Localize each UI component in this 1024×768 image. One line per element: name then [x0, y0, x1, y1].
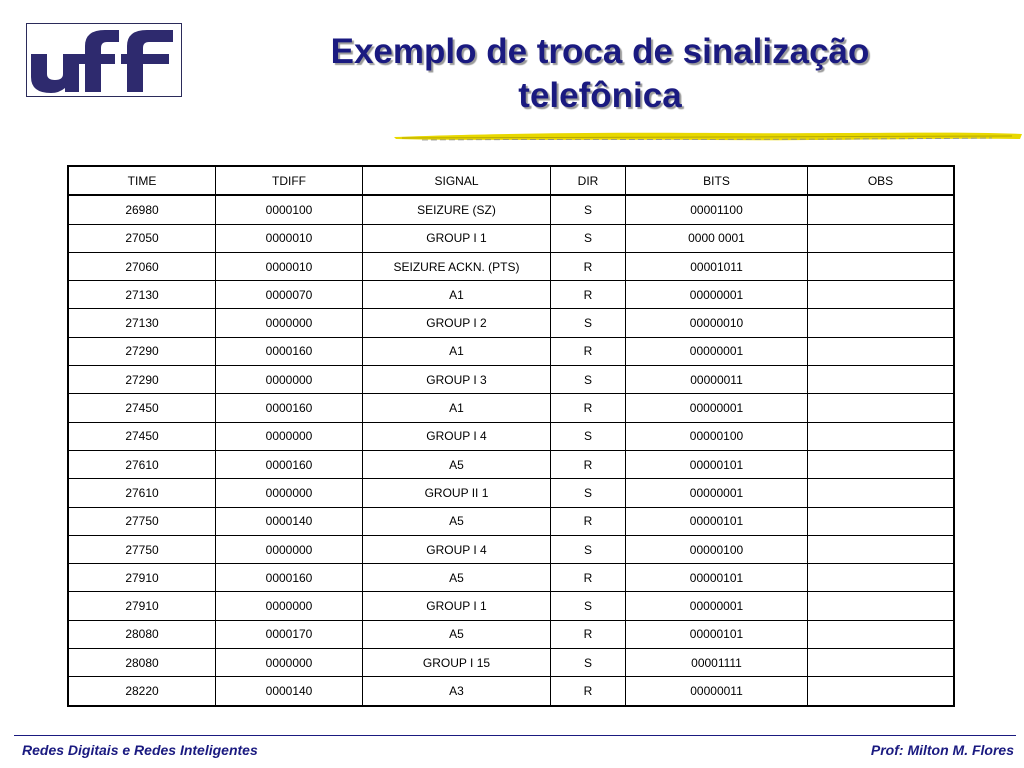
cell-dir: R: [551, 620, 626, 648]
cell-time: 27130: [68, 309, 216, 337]
cell-tdiff: 0000160: [216, 450, 363, 478]
table-row: [68, 564, 954, 592]
cell-signal: A5: [363, 450, 551, 478]
cell-bits: 00001111: [626, 649, 808, 677]
cell-signal: A1: [363, 394, 551, 422]
cell-signal: SEIZURE (SZ): [363, 195, 551, 224]
table-row: [68, 649, 954, 677]
brush-stroke-decoration: [392, 128, 1024, 144]
column-header-signal: SIGNAL: [363, 166, 551, 195]
cell-dir: R: [551, 450, 626, 478]
cell-dir: R: [551, 677, 626, 706]
cell-tdiff: 0000000: [216, 592, 363, 620]
table-row: [68, 394, 954, 422]
cell-dir: S: [551, 422, 626, 450]
table-row: [68, 252, 954, 280]
cell-signal: A5: [363, 507, 551, 535]
cell-obs: [808, 450, 955, 478]
table-row: [68, 337, 954, 365]
cell-bits: 00000101: [626, 620, 808, 648]
cell-signal: GROUP I 15: [363, 649, 551, 677]
cell-dir: R: [551, 394, 626, 422]
column-header-bits: BITS: [626, 166, 808, 195]
cell-dir: S: [551, 592, 626, 620]
cell-obs: [808, 337, 955, 365]
cell-signal: A5: [363, 564, 551, 592]
cell-signal: A1: [363, 337, 551, 365]
cell-bits: 00000001: [626, 281, 808, 309]
cell-bits: 00001011: [626, 252, 808, 280]
cell-tdiff: 0000160: [216, 564, 363, 592]
table-row: [68, 677, 954, 706]
cell-signal: SEIZURE ACKN. (PTS): [363, 252, 551, 280]
cell-tdiff: 0000010: [216, 252, 363, 280]
cell-time: 27050: [68, 224, 216, 252]
cell-tdiff: 0000070: [216, 281, 363, 309]
cell-dir: R: [551, 564, 626, 592]
footer-professor-name: Prof: Milton M. Flores: [870, 742, 1014, 758]
cell-time: 27910: [68, 592, 216, 620]
cell-obs: [808, 309, 955, 337]
table-header-row: [68, 166, 954, 195]
cell-dir: R: [551, 507, 626, 535]
cell-signal: A1: [363, 281, 551, 309]
cell-time: 27450: [68, 394, 216, 422]
cell-obs: [808, 281, 955, 309]
uff-logo: [26, 23, 182, 97]
cell-tdiff: 0000140: [216, 507, 363, 535]
cell-dir: S: [551, 479, 626, 507]
cell-obs: [808, 479, 955, 507]
cell-obs: [808, 649, 955, 677]
cell-obs: [808, 677, 955, 706]
cell-obs: [808, 394, 955, 422]
cell-tdiff: 0000170: [216, 620, 363, 648]
cell-time: 27610: [68, 450, 216, 478]
cell-signal: A5: [363, 620, 551, 648]
cell-bits: 00000001: [626, 592, 808, 620]
cell-time: 27290: [68, 337, 216, 365]
table-row: [68, 450, 954, 478]
cell-bits: 00000100: [626, 422, 808, 450]
cell-time: 27750: [68, 507, 216, 535]
cell-signal: GROUP I 1: [363, 592, 551, 620]
cell-tdiff: 0000000: [216, 309, 363, 337]
cell-time: 27130: [68, 281, 216, 309]
cell-time: 28220: [68, 677, 216, 706]
cell-dir: S: [551, 224, 626, 252]
table-row: [68, 592, 954, 620]
cell-obs: [808, 564, 955, 592]
cell-tdiff: 0000000: [216, 649, 363, 677]
column-header-dir: DIR: [551, 166, 626, 195]
cell-dir: S: [551, 366, 626, 394]
table-row: [68, 422, 954, 450]
cell-bits: 00000001: [626, 394, 808, 422]
slide-title-line2: telefônica: [518, 76, 682, 115]
cell-bits: 00000010: [626, 309, 808, 337]
cell-time: 27060: [68, 252, 216, 280]
cell-obs: [808, 535, 955, 563]
cell-bits: 00000001: [626, 337, 808, 365]
cell-tdiff: 0000000: [216, 535, 363, 563]
cell-signal: A3: [363, 677, 551, 706]
cell-signal: GROUP I 4: [363, 422, 551, 450]
cell-time: 27290: [68, 366, 216, 394]
cell-tdiff: 0000000: [216, 422, 363, 450]
slide-title: [240, 30, 960, 118]
cell-tdiff: 0000160: [216, 394, 363, 422]
cell-signal: GROUP I 2: [363, 309, 551, 337]
cell-bits: 00000100: [626, 535, 808, 563]
uff-logo-icon: [27, 24, 181, 96]
cell-time: 27610: [68, 479, 216, 507]
table-row: [68, 479, 954, 507]
cell-bits: 00001100: [626, 195, 808, 224]
cell-tdiff: 0000000: [216, 479, 363, 507]
table-row: [68, 195, 954, 224]
table-body: [68, 195, 954, 705]
cell-tdiff: 0000140: [216, 677, 363, 706]
column-header-time: TIME: [68, 166, 216, 195]
cell-obs: [808, 422, 955, 450]
table-row: [68, 281, 954, 309]
footer-divider: [14, 735, 1016, 736]
cell-signal: GROUP I 1: [363, 224, 551, 252]
cell-dir: R: [551, 281, 626, 309]
cell-bits: 00000101: [626, 450, 808, 478]
cell-dir: S: [551, 309, 626, 337]
cell-obs: [808, 252, 955, 280]
table-row: [68, 535, 954, 563]
cell-obs: [808, 224, 955, 252]
cell-dir: S: [551, 535, 626, 563]
cell-bits: 0000 0001: [626, 224, 808, 252]
cell-obs: [808, 507, 955, 535]
cell-dir: S: [551, 195, 626, 224]
slide-title-line1: Exemplo de troca de sinalização: [330, 32, 870, 71]
cell-signal: GROUP II 1: [363, 479, 551, 507]
table-row: [68, 507, 954, 535]
column-header-obs: OBS: [808, 166, 955, 195]
cell-bits: 00000011: [626, 366, 808, 394]
cell-bits: 00000011: [626, 677, 808, 706]
table-row: [68, 309, 954, 337]
cell-tdiff: 0000100: [216, 195, 363, 224]
cell-time: 26980: [68, 195, 216, 224]
column-header-tdiff: TDIFF: [216, 166, 363, 195]
footer-course-name: Redes Digitais e Redes Inteligentes: [22, 742, 258, 758]
cell-obs: [808, 366, 955, 394]
cell-dir: R: [551, 337, 626, 365]
cell-signal: GROUP I 3: [363, 366, 551, 394]
signaling-table: [67, 165, 955, 707]
cell-obs: [808, 620, 955, 648]
cell-time: 27910: [68, 564, 216, 592]
cell-obs: [808, 592, 955, 620]
cell-dir: R: [551, 252, 626, 280]
cell-obs: [808, 195, 955, 224]
signaling-table-container: [67, 165, 955, 707]
cell-time: 27750: [68, 535, 216, 563]
table-row: [68, 620, 954, 648]
cell-time: 28080: [68, 649, 216, 677]
cell-tdiff: 0000160: [216, 337, 363, 365]
cell-dir: S: [551, 649, 626, 677]
cell-time: 28080: [68, 620, 216, 648]
cell-time: 27450: [68, 422, 216, 450]
table-row: [68, 224, 954, 252]
cell-bits: 00000101: [626, 564, 808, 592]
cell-bits: 00000101: [626, 507, 808, 535]
cell-tdiff: 0000010: [216, 224, 363, 252]
cell-tdiff: 0000000: [216, 366, 363, 394]
cell-bits: 00000001: [626, 479, 808, 507]
cell-signal: GROUP I 4: [363, 535, 551, 563]
table-row: [68, 366, 954, 394]
